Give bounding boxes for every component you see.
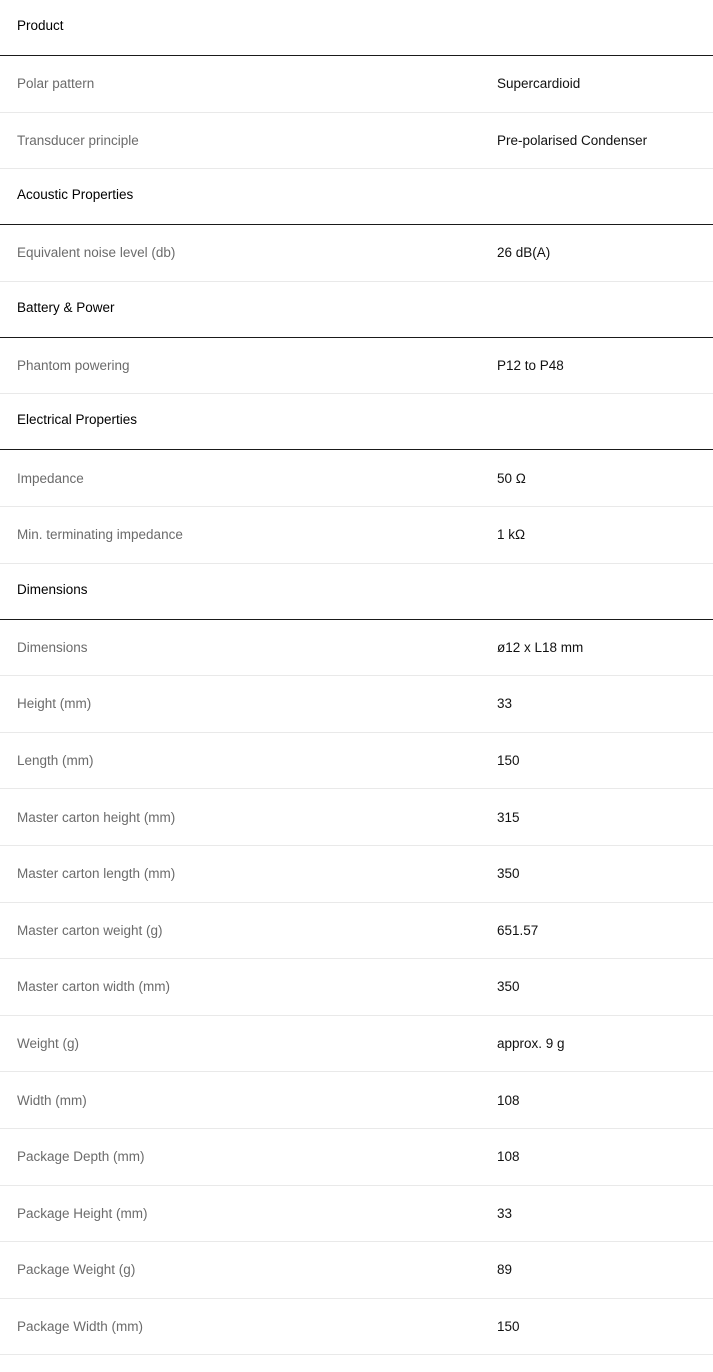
spec-label: Width (mm) xyxy=(17,1092,87,1108)
spec-label: Impedance xyxy=(17,470,84,486)
spec-value: 1 kΩ xyxy=(497,527,526,543)
spec-value: 350 xyxy=(497,979,520,995)
spec-row-phantom-powering xyxy=(0,338,713,395)
spec-row-master-carton-weight xyxy=(0,903,713,960)
section-title: Acoustic Properties xyxy=(17,187,134,203)
section-title: Dimensions xyxy=(17,581,88,597)
spec-row-weight xyxy=(0,1016,713,1073)
spec-value: 108 xyxy=(497,1149,520,1165)
spec-row-package-depth xyxy=(0,1129,713,1186)
section-header-product xyxy=(0,0,713,56)
section-header-acoustic-properties xyxy=(0,169,713,225)
spec-label: Min. terminating impedance xyxy=(17,527,183,543)
spec-label: Height (mm) xyxy=(17,696,92,712)
spec-value: 89 xyxy=(497,1262,513,1278)
spec-value: P12 to P48 xyxy=(497,358,564,374)
spec-value: Supercardioid xyxy=(497,76,581,92)
spec-value: ø12 x L18 mm xyxy=(497,639,584,655)
section-title: Battery & Power xyxy=(17,299,115,315)
spec-value: 33 xyxy=(497,696,513,712)
spec-row-master-carton-width xyxy=(0,959,713,1016)
spec-label: Package Width (mm) xyxy=(17,1318,144,1334)
section-header-battery-power xyxy=(0,282,713,338)
section-title: Electrical Properties xyxy=(17,412,138,428)
spec-row-width xyxy=(0,1072,713,1129)
spec-row-dimensions xyxy=(0,620,713,677)
spec-row-polar-pattern xyxy=(0,56,713,113)
section-title: Product xyxy=(17,18,64,33)
spec-value: 33 xyxy=(497,1205,513,1221)
spec-label: Package Height (mm) xyxy=(17,1205,148,1221)
spec-label: Length (mm) xyxy=(17,753,94,769)
spec-value: 50 Ω xyxy=(497,470,526,486)
spec-value: Pre-polarised Condenser xyxy=(497,132,648,148)
section-header-dimensions xyxy=(0,564,713,620)
spec-value: 150 xyxy=(497,753,520,769)
spec-row-height xyxy=(0,676,713,733)
spec-label: Package Depth (mm) xyxy=(17,1149,145,1165)
spec-row-impedance xyxy=(0,450,713,507)
spec-label: Weight (g) xyxy=(17,1036,80,1052)
spec-label: Polar pattern xyxy=(17,76,95,92)
spec-row-master-carton-length xyxy=(0,846,713,903)
spec-row-master-carton-height xyxy=(0,789,713,846)
spec-value: 108 xyxy=(497,1092,520,1108)
spec-label: Master carton width (mm) xyxy=(17,979,171,995)
spec-value: 150 xyxy=(497,1318,520,1334)
spec-row-equivalent-noise-level xyxy=(0,225,713,282)
spec-label: Master carton height (mm) xyxy=(17,809,176,825)
spec-label: Master carton weight (g) xyxy=(17,922,163,938)
spec-row-package-width xyxy=(0,1299,713,1356)
spec-row-package-height xyxy=(0,1186,713,1243)
spec-row-package-weight xyxy=(0,1242,713,1299)
spec-value: 26 dB(A) xyxy=(497,245,551,261)
spec-label: Equivalent noise level (db) xyxy=(17,245,176,261)
spec-label: Dimensions xyxy=(17,639,88,655)
spec-label: Phantom powering xyxy=(17,358,130,374)
spec-row-min-terminating-impedance xyxy=(0,507,713,564)
spec-value: 651.57 xyxy=(497,922,539,938)
spec-label: Master carton length (mm) xyxy=(17,866,176,882)
spec-row-length xyxy=(0,733,713,790)
section-header-electrical-properties xyxy=(0,394,713,450)
spec-value: 350 xyxy=(497,866,520,882)
spec-label: Transducer principle xyxy=(17,132,139,148)
spec-row-transducer-principle xyxy=(0,113,713,170)
spec-value: 315 xyxy=(497,809,520,825)
spec-value: approx. 9 g xyxy=(497,1036,565,1052)
spec-label: Package Weight (g) xyxy=(17,1262,136,1278)
